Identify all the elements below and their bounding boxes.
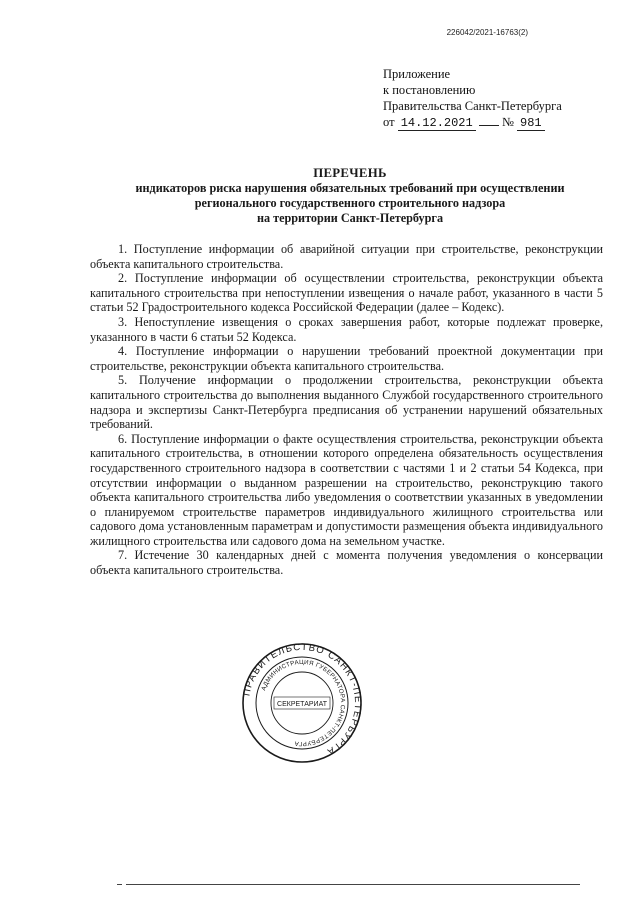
stamp-inner-text: АДМИНИСТРАЦИЯ ГУБЕРНАТОРА САНКТ-ПЕТЕРБУРГА: [260, 658, 347, 748]
title-main: ПЕРЕЧЕНЬ: [313, 166, 387, 180]
appendix-line-3: Правительства Санкт-Петербурга: [383, 99, 562, 113]
appendix-line-1: Приложение: [383, 67, 451, 81]
number-prefix: №: [501, 115, 514, 129]
footer-rule: [126, 884, 580, 885]
document-number: 226042/2021-16763(2): [446, 28, 528, 37]
list-item-2: 2. Поступление информации об осуществлении строительства, реконструкции объекта капитального строительства при непоступлении извещения о начале работ, указанного в части 5 статьи 52 Градостроительного кодекса Российской Федерации (далее – Кодекс).: [90, 271, 603, 315]
appendix-block: [383, 66, 562, 131]
indicator-list: [90, 242, 603, 578]
stamp-center-text: СЕКРЕТАРИАТ: [277, 701, 327, 708]
list-item-4: 4. Поступление информации о нарушении требований проектной документации при строительстве, реконструкции объекта капитального строительства.: [90, 344, 603, 373]
appendix-date-line: [383, 114, 562, 131]
resolution-number: 981: [517, 116, 545, 131]
stamp-outer-text: ПРАВИТЕЛЬСТВО САНКТ-ПЕТЕРБУРГА: [241, 642, 363, 758]
title-line-3: на территории Санкт-Петербурга: [256, 211, 444, 225]
resolution-date: 14.12.2021: [398, 116, 476, 131]
list-item-7: 7. Истечение 30 календарных дней с момента получения уведомления о консервации объекта капитального строительства.: [90, 548, 603, 578]
title-line-1: индикаторов риска нарушения обязательных требований при осуществлении: [135, 181, 565, 195]
list-item-1: 1. Поступление информации об аварийной ситуации при строительстве, реконструкции объекта капитального строительства.: [90, 242, 603, 271]
secretariat-stamp: [241, 642, 363, 764]
appendix-line-2: к постановлению: [383, 83, 476, 97]
document-title: [90, 166, 610, 226]
title-line-2: регионального государственного строительного надзора: [194, 196, 506, 210]
list-item-6: 6. Поступление информации о факте осуществления строительства, реконструкции объекта капитального строительства, в отношении которого определена обязательность осуществления государственного строительного надзора в соответствии с частями 1 и 2 статьи 54 Кодекса, при отсутствии информации о выданном разрешении на строительство, реконструкцию такого объекта капитального строительства либо уведомления о соответствии указанных в уведомлении о планируемом строительстве параметров индивидуального жилищного строительства или садового дома установленным параметрам и допустимости размещения объекта индивидуального жилищного строительства или садового дома на земельном участке.: [90, 431, 603, 548]
date-prefix: от: [383, 115, 395, 129]
list-item-5: 5. Получение информации о продолжении строительства, реконструкции объекта капитального строительства до выполнения выданного Службой государственного строительного надзора и экспертизы Санкт-Петербурга предписания об устранении нарушений обязательных требований.: [90, 373, 603, 432]
list-item-3: 3. Непоступление извещения о сроках завершения работ, которые подлежат проверке, указанного в части 6 статьи 52 Кодекса.: [90, 314, 603, 344]
